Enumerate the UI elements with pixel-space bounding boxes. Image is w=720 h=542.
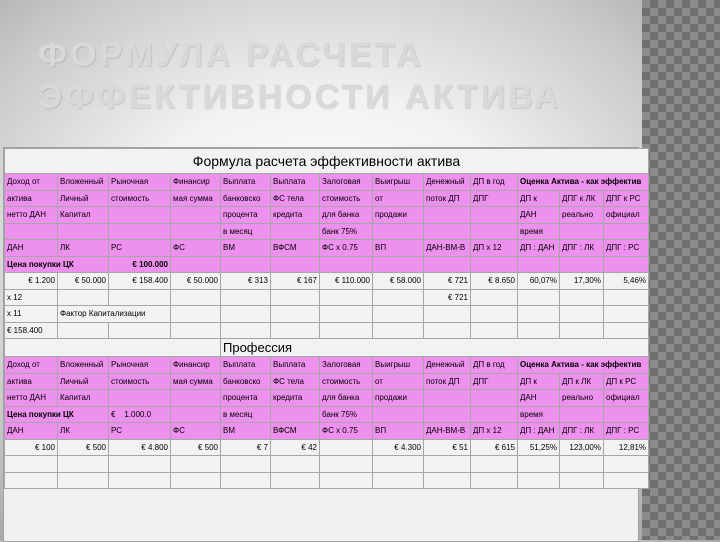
x12-label: х 12	[5, 289, 58, 306]
cell	[471, 223, 518, 240]
cell: стоимость	[109, 373, 171, 390]
cell: € 615	[471, 439, 518, 456]
cell: Выигрыш	[373, 174, 424, 191]
cell: нетто ДАН	[5, 390, 58, 407]
result-value: € 158.400	[5, 322, 58, 339]
cell: Капитал	[58, 390, 109, 407]
cell: Оценка Актива - как эффектив	[518, 174, 649, 191]
cell: реально	[560, 207, 604, 224]
cell: от	[373, 190, 424, 207]
header-row	[5, 207, 649, 224]
cell	[424, 390, 471, 407]
cell: ВП	[373, 240, 424, 257]
header-row	[5, 174, 649, 191]
cell: продажи	[373, 390, 424, 407]
cell: банк 75%	[320, 406, 373, 423]
cell: € 500	[171, 439, 221, 456]
cell: € 4.300	[373, 439, 424, 456]
cell: ВФСМ	[271, 423, 320, 440]
header-row	[5, 223, 649, 240]
cell: € 42	[271, 439, 320, 456]
section2-heading-row	[5, 339, 649, 357]
cell: актива	[5, 373, 58, 390]
cell: ДП в год	[471, 174, 518, 191]
cell: ДП к	[518, 190, 560, 207]
cell	[424, 223, 471, 240]
cell: Личный	[58, 373, 109, 390]
cell	[471, 390, 518, 407]
cell: ВП	[373, 423, 424, 440]
cell: Финансир	[171, 357, 221, 374]
cell: ВМ	[221, 423, 271, 440]
cell: стоимость	[320, 190, 373, 207]
cell: Выплата	[271, 357, 320, 374]
spreadsheet	[3, 147, 647, 542]
cell: ДПГ	[471, 373, 518, 390]
cell: время	[518, 223, 560, 240]
cell: поток ДП	[424, 190, 471, 207]
cell: ДПГ : ЛК	[560, 240, 604, 257]
cell: ДПГ : РС	[604, 423, 649, 440]
cell: € 8.650	[471, 273, 518, 290]
cell: Залоговая	[320, 174, 373, 191]
cell: стоимость	[109, 190, 171, 207]
cell: Выплата	[271, 174, 320, 191]
cell: РС	[109, 240, 171, 257]
values-row	[5, 439, 649, 456]
cell: ВФСМ	[271, 240, 320, 257]
formula-row	[5, 240, 649, 257]
cell: € 500	[58, 439, 109, 456]
x12-row	[5, 289, 649, 306]
cell: ДП : ДАН	[518, 240, 560, 257]
cell: ДПГ : ЛК	[560, 423, 604, 440]
cell: ДПГ	[471, 190, 518, 207]
x12-value: € 721	[424, 289, 471, 306]
cell: Доход от	[5, 357, 58, 374]
cell	[171, 223, 221, 240]
header-row	[5, 390, 649, 407]
cell	[109, 207, 171, 224]
cell: для банка	[320, 390, 373, 407]
cell: Денежный	[424, 174, 471, 191]
cell: ДП х 12	[471, 240, 518, 257]
cell: официал	[604, 390, 649, 407]
cell	[171, 207, 221, 224]
cell: Залоговая	[320, 357, 373, 374]
x11-label: х 11	[5, 306, 58, 323]
cell: ДПГ к РС	[604, 190, 649, 207]
cell	[109, 223, 171, 240]
cell: ДАН	[518, 207, 560, 224]
cell: € 58.000	[373, 273, 424, 290]
cell: в месяц	[221, 223, 271, 240]
cell	[171, 390, 221, 407]
cell: в месяц	[221, 406, 271, 423]
cell: 5,46%	[604, 273, 649, 290]
cell	[58, 223, 109, 240]
cell	[560, 223, 604, 240]
cell: ФС	[171, 423, 221, 440]
cell	[373, 223, 424, 240]
cell: ДАН-ВМ-В	[424, 240, 471, 257]
formula-table	[4, 148, 649, 489]
cell: ВМ	[221, 240, 271, 257]
cell: продажи	[373, 207, 424, 224]
cell	[471, 207, 518, 224]
cell: Капитал	[58, 207, 109, 224]
cell: € 1.200	[5, 273, 58, 290]
price-row	[5, 256, 649, 273]
cell: 12,81%	[604, 439, 649, 456]
cell: € 4.800	[109, 439, 171, 456]
cell: Финансир	[171, 174, 221, 191]
cell: Вложенный	[58, 357, 109, 374]
cell: ДП х 12	[471, 423, 518, 440]
sheet-heading-row	[5, 149, 649, 174]
header-row	[5, 357, 649, 374]
cell: актива	[5, 190, 58, 207]
cell: мая сумма	[171, 373, 221, 390]
price-label: Цена покупки ЦК	[5, 406, 109, 423]
cell: Личный	[58, 190, 109, 207]
cell: банк 75%	[320, 223, 373, 240]
header-row	[5, 373, 649, 390]
cell: ФС	[171, 240, 221, 257]
cell: поток ДП	[424, 373, 471, 390]
cell: € 50.000	[58, 273, 109, 290]
cell: ДПГ : РС	[604, 240, 649, 257]
cell: 60,07%	[518, 273, 560, 290]
cell: ФС х 0.75	[320, 240, 373, 257]
cell: € 167	[271, 273, 320, 290]
slide-title-line-1: ФОРМУЛА РАСЧЕТА	[38, 36, 424, 74]
cell: РС	[109, 423, 171, 440]
cell: Выплата	[221, 174, 271, 191]
cell	[109, 390, 171, 407]
cell: ДП к РС	[604, 373, 649, 390]
cell: реально	[560, 390, 604, 407]
cell: ДАН	[5, 423, 58, 440]
cell: ДП в год	[471, 357, 518, 374]
cell: Денежный	[424, 357, 471, 374]
values-row	[5, 273, 649, 290]
factor-row	[5, 306, 649, 323]
cell: процента	[221, 207, 271, 224]
price-value: € 100.000	[109, 256, 171, 273]
section2-heading: Профессия	[221, 339, 649, 357]
cell: ФС тела	[271, 190, 320, 207]
cell: процента	[221, 390, 271, 407]
cell: ДАН	[5, 240, 58, 257]
cell: Выплата	[221, 357, 271, 374]
currency-symbol: €	[111, 409, 116, 419]
cell: ЛК	[58, 423, 109, 440]
cell: € 313	[221, 273, 271, 290]
cell: ФС тела	[271, 373, 320, 390]
sheet-heading: Формула расчета эффективности актива	[5, 149, 649, 174]
cell: ДП : ДАН	[518, 423, 560, 440]
cell: Оценка Актива - как эффектив	[518, 357, 649, 374]
cell	[604, 223, 649, 240]
cell: ЛК	[58, 240, 109, 257]
cell: 17,30%	[560, 273, 604, 290]
cell: € 7	[221, 439, 271, 456]
slide-title-line-2: ЭФФЕКТИВНОСТИ АКТИВА	[38, 78, 562, 116]
cell: банковско	[221, 190, 271, 207]
cell: банковско	[221, 373, 271, 390]
header-row	[5, 190, 649, 207]
cell: ДАН-ВМ-В	[424, 423, 471, 440]
cell: Вложенный	[58, 174, 109, 191]
cell: € 721	[424, 273, 471, 290]
cell: кредита	[271, 390, 320, 407]
cell	[424, 207, 471, 224]
cell: ДП к	[518, 373, 560, 390]
result-row	[5, 322, 649, 339]
cell: нетто ДАН	[5, 207, 58, 224]
cell: 51,25%	[518, 439, 560, 456]
cell: Доход от	[5, 174, 58, 191]
cell: € 110.000	[320, 273, 373, 290]
cell: Рыночная	[109, 357, 171, 374]
factor-label: Фактор Капитализации	[58, 306, 171, 323]
cell: ФС х 0.75	[320, 423, 373, 440]
cell: ДП к ЛК	[560, 373, 604, 390]
price-label: Цена покупки ЦК	[5, 256, 109, 273]
cell: для банка	[320, 207, 373, 224]
formula-row	[5, 423, 649, 440]
cell	[5, 223, 58, 240]
cell: кредита	[271, 207, 320, 224]
cell: 123,00%	[560, 439, 604, 456]
cell	[271, 223, 320, 240]
cell: € 100	[5, 439, 58, 456]
slide-title	[38, 34, 638, 118]
cell: время	[518, 406, 560, 423]
cell: € 158.400	[109, 273, 171, 290]
cell: € 51	[424, 439, 471, 456]
price-value: 1.000.0	[124, 409, 152, 419]
price-row	[5, 406, 649, 423]
cell: мая сумма	[171, 190, 221, 207]
decorative-pattern	[642, 0, 720, 540]
cell: от	[373, 373, 424, 390]
cell: официал	[604, 207, 649, 224]
cell: ДПГ к ЛК	[560, 190, 604, 207]
cell: ДАН	[518, 390, 560, 407]
cell: стоимость	[320, 373, 373, 390]
cell: Выигрыш	[373, 357, 424, 374]
cell	[320, 439, 373, 456]
cell	[109, 406, 171, 423]
cell: € 50.000	[171, 273, 221, 290]
cell: Рыночная	[109, 174, 171, 191]
